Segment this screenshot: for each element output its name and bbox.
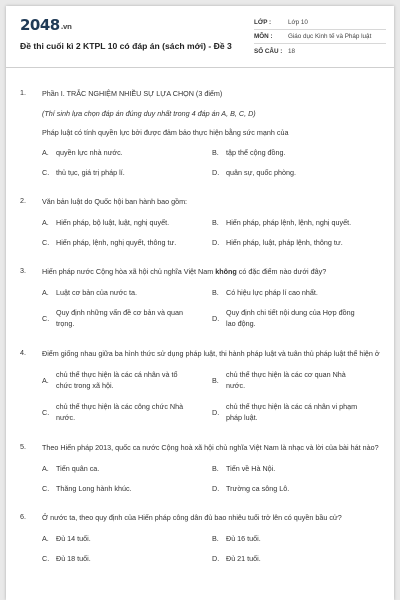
option-letter: A. bbox=[42, 375, 49, 385]
answer-option[interactable] bbox=[212, 482, 382, 494]
option-text: quyền lực nhà nước. bbox=[56, 147, 123, 157]
page-header bbox=[6, 6, 394, 68]
answer-option[interactable] bbox=[212, 236, 382, 248]
option-letter: C. bbox=[42, 483, 50, 493]
option-text: Trường ca sông Lô. bbox=[226, 483, 290, 493]
option-letter: A. bbox=[42, 533, 49, 543]
option-text: Đủ 18 tuổi. bbox=[56, 553, 91, 563]
question-text: Theo Hiến pháp 2013, quốc ca nước Cộng hoà xã hội chủ nghĩa Việt Nam là nhạc và lời của bài hát nào? bbox=[42, 443, 379, 452]
answer-option[interactable] bbox=[42, 368, 212, 392]
option-letter: D. bbox=[212, 313, 220, 323]
option-text: quân sự, quốc phòng. bbox=[226, 167, 296, 177]
option-text: Hiến pháp, lệnh, nghị quyết, thông tư. bbox=[56, 237, 177, 247]
exam-meta-table bbox=[254, 16, 386, 58]
logo-main: 2048 bbox=[20, 16, 60, 34]
option-letter: A. bbox=[42, 463, 49, 473]
question-text-emphasis: không bbox=[215, 267, 237, 276]
answer-option[interactable] bbox=[42, 146, 212, 158]
answer-option[interactable] bbox=[42, 532, 212, 544]
question bbox=[20, 266, 382, 338]
option-letter: A. bbox=[42, 287, 49, 297]
question-number: 3. bbox=[20, 266, 26, 275]
answer-options bbox=[42, 146, 382, 186]
option-letter: D. bbox=[212, 407, 220, 417]
option-letter: C. bbox=[42, 407, 50, 417]
meta-label: MÔN : bbox=[254, 33, 273, 40]
answer-option[interactable] bbox=[212, 146, 382, 158]
site-logo[interactable] bbox=[20, 16, 71, 34]
meta-value: Giáo dục Kinh tế và Pháp luật bbox=[288, 33, 372, 40]
question-text: Điểm giống nhau giữa ba hình thức sử dụng pháp luật, thi hành pháp luật và tuân thủ pháp luật thể hiện ở bbox=[42, 349, 380, 358]
option-text: Đủ 16 tuổi. bbox=[226, 533, 261, 543]
option-letter: B. bbox=[212, 375, 219, 385]
question-list bbox=[20, 88, 382, 582]
option-letter: A. bbox=[42, 147, 49, 157]
option-text: thủ tục, giá trị pháp lí. bbox=[56, 167, 125, 177]
option-text: Luật cơ bản của nước ta. bbox=[56, 287, 137, 297]
answer-option[interactable] bbox=[212, 306, 382, 330]
question-text bbox=[42, 266, 382, 278]
meta-row-count bbox=[254, 44, 386, 58]
option-letter: D. bbox=[212, 483, 220, 493]
option-letter: B. bbox=[212, 287, 219, 297]
question-text: Văn bản luật do Quốc hội ban hành bao gồm: bbox=[42, 197, 188, 206]
answer-option[interactable] bbox=[212, 532, 382, 544]
option-text: Tiến về Hà Nội. bbox=[226, 463, 276, 473]
option-letter: D. bbox=[212, 553, 220, 563]
option-letter: D. bbox=[212, 237, 220, 247]
option-text: chủ thể thực hiện là các cá nhân và tổ chức trong xã hội. bbox=[56, 370, 178, 390]
option-letter: D. bbox=[212, 167, 220, 177]
option-letter: C. bbox=[42, 553, 50, 563]
answer-option[interactable] bbox=[42, 306, 212, 330]
option-text: Quy định những vấn đề cơ bản và quan trọng. bbox=[56, 308, 184, 328]
answer-option[interactable] bbox=[212, 552, 382, 564]
question bbox=[20, 442, 382, 502]
meta-label: LỚP : bbox=[254, 19, 272, 26]
option-text: chủ thể thực hiện là các cơ quan Nhà nước. bbox=[226, 370, 346, 390]
question-number: 4. bbox=[20, 348, 26, 357]
question-number: 1. bbox=[20, 88, 26, 97]
answer-option[interactable] bbox=[42, 286, 212, 298]
question-text: Ở nước ta, theo quy định của Hiến pháp công dân đủ bao nhiêu tuổi trở lên có quyền bầu cử? bbox=[42, 513, 342, 522]
option-text: Hiến pháp, bộ luật, luật, nghị quyết. bbox=[56, 217, 170, 227]
meta-value: 18 bbox=[288, 47, 296, 55]
question bbox=[20, 88, 382, 186]
answer-option[interactable] bbox=[42, 400, 212, 424]
option-text: tập thể cộng đồng. bbox=[226, 147, 286, 157]
answer-option[interactable] bbox=[212, 368, 382, 392]
answer-options bbox=[42, 532, 382, 572]
question-text-start: Hiến pháp nước Cộng hòa xã hội chủ nghĩa Việt Nam bbox=[42, 267, 216, 276]
meta-label: SỐ CÂU : bbox=[254, 47, 283, 55]
meta-row-subject bbox=[254, 30, 386, 44]
answer-option[interactable] bbox=[212, 286, 382, 298]
answer-options bbox=[42, 368, 382, 432]
question bbox=[20, 512, 382, 572]
answer-option[interactable] bbox=[42, 166, 212, 178]
question-number: 6. bbox=[20, 512, 26, 521]
option-text: chủ thể thực hiện là các cá nhân vi phạm pháp luật. bbox=[226, 402, 358, 422]
option-letter: B. bbox=[212, 463, 219, 473]
meta-value: Lớp 10 bbox=[288, 19, 308, 26]
question-text-end: có đặc điểm nào dưới đây? bbox=[236, 267, 327, 276]
option-text: Đủ 21 tuổi. bbox=[226, 553, 261, 563]
answer-options bbox=[42, 462, 382, 502]
question bbox=[20, 196, 382, 256]
answer-option[interactable] bbox=[212, 166, 382, 178]
option-text: Tiến quân ca. bbox=[56, 463, 100, 473]
option-text: Có hiệu lực pháp lí cao nhất. bbox=[226, 287, 318, 297]
option-letter: B. bbox=[212, 147, 219, 157]
answer-option[interactable] bbox=[42, 236, 212, 248]
question-number: 5. bbox=[20, 442, 26, 451]
option-letter: B. bbox=[212, 217, 219, 227]
answer-options bbox=[42, 286, 382, 338]
answer-option[interactable] bbox=[42, 462, 212, 474]
option-letter: C. bbox=[42, 167, 50, 177]
answer-option[interactable] bbox=[42, 552, 212, 564]
exam-page bbox=[6, 6, 394, 600]
option-text: Hiến pháp, pháp lệnh, lệnh, nghị quyết. bbox=[226, 217, 352, 227]
option-letter: C. bbox=[42, 237, 50, 247]
section-instruction: (Thí sinh lựa chọn đáp án đúng duy nhất trong 4 đáp án A, B, C, D) bbox=[42, 109, 256, 118]
option-text: Đủ 14 tuổi. bbox=[56, 533, 91, 543]
section-title: Phần I. TRẮC NGHIỆM NHIỀU SỰ LỰA CHỌN (3 điểm) bbox=[42, 89, 223, 98]
answer-option[interactable] bbox=[42, 482, 212, 494]
exam-title: Đề thi cuối kì 2 KTPL 10 có đáp án (sách mới) - Đề 3 bbox=[20, 41, 232, 51]
logo-suffix: .vn bbox=[60, 23, 72, 31]
answer-option[interactable] bbox=[212, 216, 382, 228]
option-text: Thăng Long hành khúc. bbox=[56, 483, 132, 493]
option-letter: A. bbox=[42, 217, 49, 227]
answer-option[interactable] bbox=[42, 216, 212, 228]
option-text: Hiến pháp, luật, pháp lệnh, thông tư. bbox=[226, 237, 343, 247]
option-letter: B. bbox=[212, 533, 219, 543]
question-number: 2. bbox=[20, 196, 26, 205]
option-text: Quy định chi tiết nội dung của Hợp đồng lao động. bbox=[226, 308, 355, 328]
question bbox=[20, 348, 382, 432]
question-text: Pháp luật có tính quyền lực bởi được đảm bảo thực hiện bằng sức mạnh của bbox=[42, 128, 289, 137]
meta-row-class bbox=[254, 16, 386, 30]
answer-options bbox=[42, 216, 382, 256]
option-letter: C. bbox=[42, 313, 50, 323]
answer-option[interactable] bbox=[212, 462, 382, 474]
answer-option[interactable] bbox=[212, 400, 382, 424]
option-text: chủ thể thực hiện là các công chức Nhà nước. bbox=[56, 402, 184, 422]
